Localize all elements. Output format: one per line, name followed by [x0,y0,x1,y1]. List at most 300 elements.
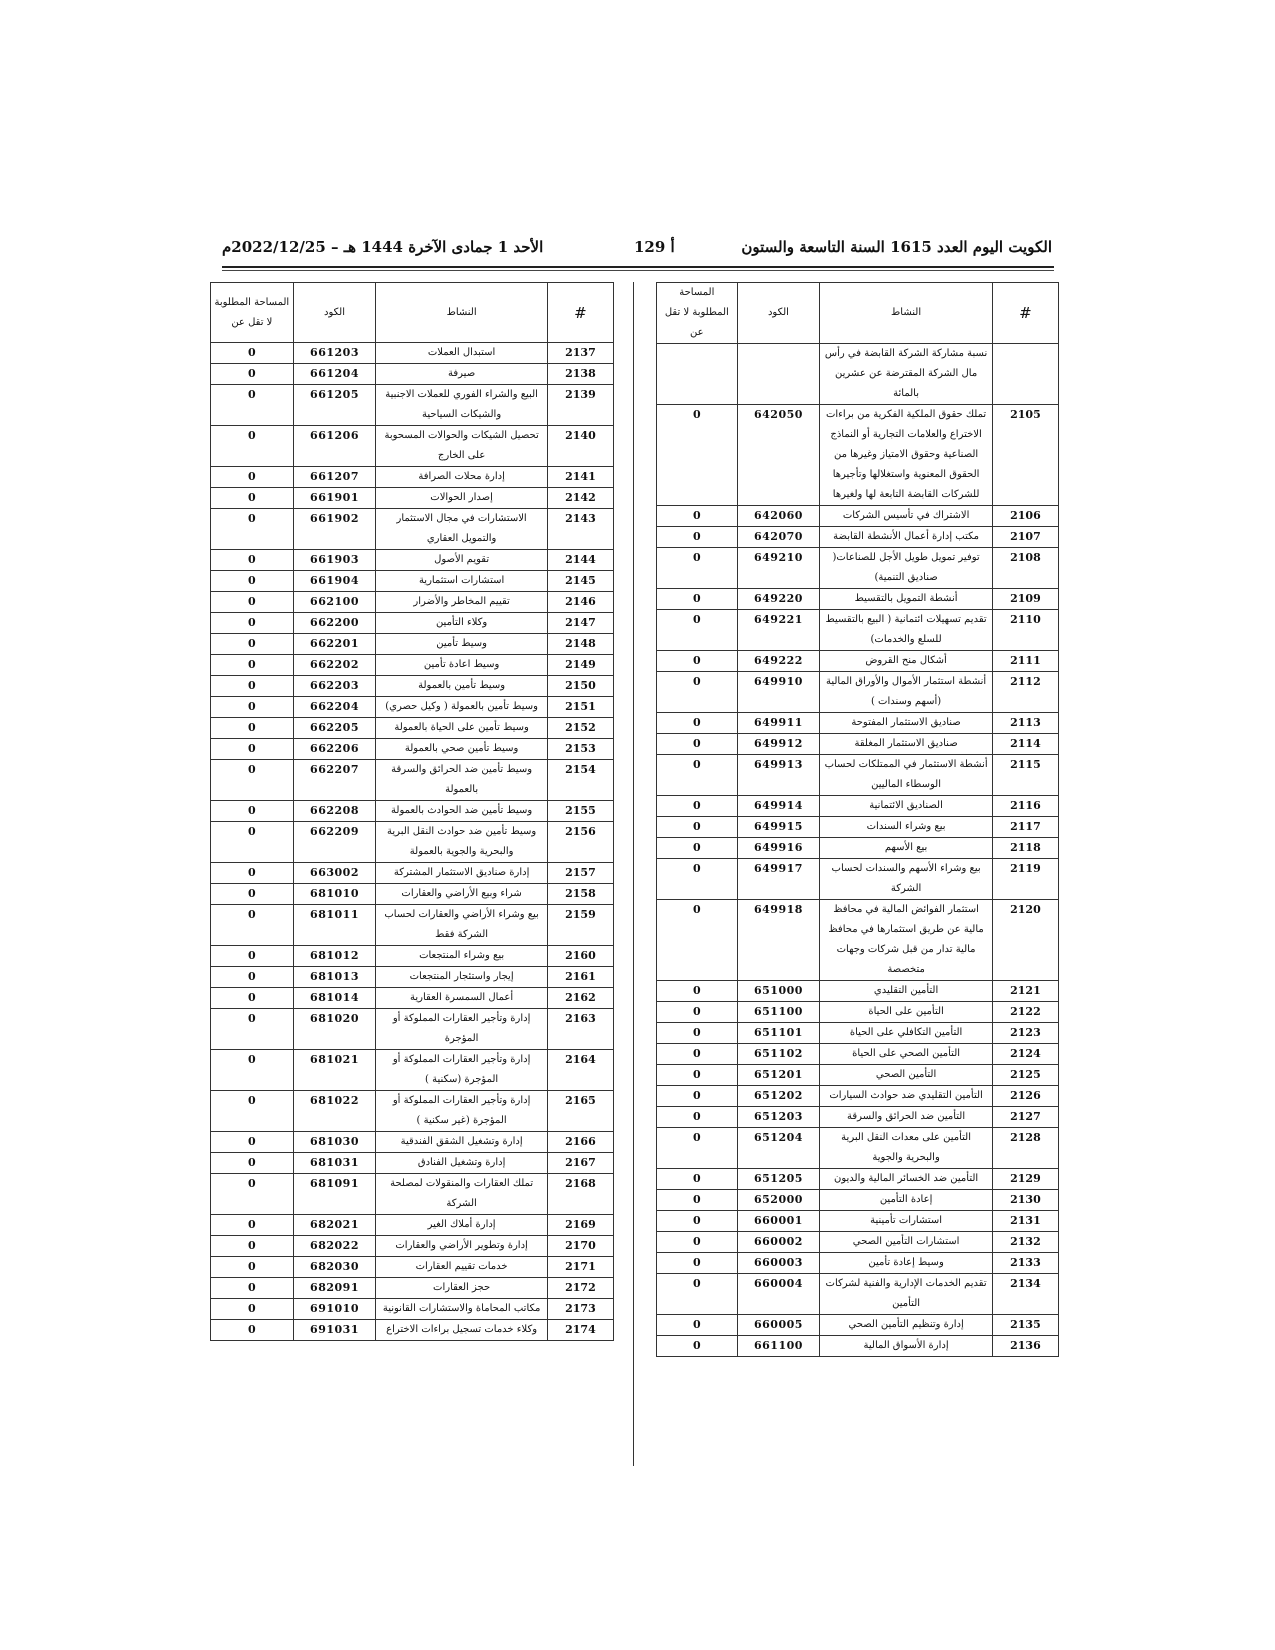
row-activity: أعمال السمسرة العقارية [376,988,548,1009]
row-code: 662207 [293,760,376,801]
row-area: 0 [211,822,294,863]
row-code: 642070 [737,527,820,548]
row-area: 0 [657,506,738,527]
row-activity: أشكال منح القروض [820,651,993,672]
row-code: 691010 [293,1299,376,1320]
row-area: 0 [211,592,294,613]
table-row [211,613,614,634]
col-code: الكود [737,283,820,344]
col-activity: النشاط [376,283,548,343]
row-activity: حجز العقارات [376,1278,548,1299]
row-area: 0 [657,1336,738,1357]
row-code: 649221 [737,610,820,651]
row-code: 651202 [737,1086,820,1107]
row-activity: وسيط تأمين على الحياة بالعمولة [376,718,548,739]
row-code: 651205 [737,1169,820,1190]
row-code: 681010 [293,884,376,905]
table-header-row [657,283,1059,344]
row-activity: تقديم الخدمات الإدارية والفنية لشركات التأمين [820,1274,993,1315]
col-activity: النشاط [820,283,993,344]
row-activity: تملك حقوق الملكية الفكرية من براءات الاختراع والعلامات التجارية أو النماذج الصناعية وحقوق الامتياز وغيرها من الحقوق المعنوية واستغلالها وتأجيرها للشركات القابضة التابعة لها ولغيرها [820,405,993,506]
row-area: 0 [211,509,294,550]
table-row [211,697,614,718]
row-number: 2109 [992,589,1058,610]
row-area: 0 [657,1190,738,1211]
activities-table-left [210,282,614,1341]
table-row [657,589,1059,610]
row-activity: إدارة وتأجير العقارات المملوكة أو المؤجرة [376,1009,548,1050]
row-code: 662206 [293,739,376,760]
row-activity: البيع والشراء الفوري للعملات الاجنبية والشيكات السياحية [376,385,548,426]
row-activity: إدارة أملاك الغير [376,1215,548,1236]
row-code: 651100 [737,1002,820,1023]
row-activity: إصدار الحوالات [376,488,548,509]
row-number: 2106 [992,506,1058,527]
row-activity: صناديق الاستثمار المفتوحة [820,713,993,734]
row-area: 0 [657,1128,738,1169]
row-code: 681011 [293,905,376,946]
row-code: 681091 [293,1174,376,1215]
row-number: 2149 [547,655,613,676]
row-activity: وسيط تأمين ضد الحوادث بالعمولة [376,801,548,822]
row-number: 2151 [547,697,613,718]
row-code: 691031 [293,1320,376,1341]
table-row [211,946,614,967]
row-activity: إدارة وتأجير العقارات المملوكة أو المؤجرة (سكنية ) [376,1050,548,1091]
row-activity: بيع الأسهم [820,838,993,859]
row-number: 2155 [547,801,613,822]
row-number: 2160 [547,946,613,967]
row-area: 0 [657,548,738,589]
row-code: 660001 [737,1211,820,1232]
row-number: 2126 [992,1086,1058,1107]
table-row [211,739,614,760]
row-code: 663002 [293,863,376,884]
table-row [657,548,1059,589]
row-code: 662200 [293,613,376,634]
row-area: 0 [657,527,738,548]
row-area: 0 [211,571,294,592]
col-area: المساحة المطلوبة لا تقل عن [657,283,738,344]
row-activity: التأمين الصحي [820,1065,993,1086]
row-activity: إدارة وتنظيم التأمين الصحي [820,1315,993,1336]
row-activity: إدارة صناديق الاستثمار المشتركة [376,863,548,884]
table-row [657,838,1059,859]
row-code: 649210 [737,548,820,589]
row-code: 661207 [293,467,376,488]
row-area: 0 [657,713,738,734]
row-area: 0 [211,1132,294,1153]
row-number: 2120 [992,900,1058,981]
table-row [211,634,614,655]
row-code: 681021 [293,1050,376,1091]
row-code: 649912 [737,734,820,755]
table-row [211,509,614,550]
table-row [211,467,614,488]
table-row [657,713,1059,734]
row-code: 651101 [737,1023,820,1044]
row-number: 2105 [992,405,1058,506]
row-number: 2152 [547,718,613,739]
row-number: 2125 [992,1065,1058,1086]
row-code: 681013 [293,967,376,988]
table-row [657,1128,1059,1169]
row-area: 0 [657,796,738,817]
row-area: 0 [211,946,294,967]
row-area: 0 [657,1253,738,1274]
row-area: 0 [657,1107,738,1128]
table-row [211,426,614,467]
row-number: 2153 [547,739,613,760]
row-area: 0 [211,718,294,739]
row-area: 0 [211,1236,294,1257]
table-row [657,1169,1059,1190]
table-row [657,817,1059,838]
table-row [211,550,614,571]
row-number: 2114 [992,734,1058,755]
table-row [657,1190,1059,1211]
table-row [211,1320,614,1341]
row-code: 661904 [293,571,376,592]
row-code: 661206 [293,426,376,467]
table-row [657,859,1059,900]
row-activity: خدمات تقييم العقارات [376,1257,548,1278]
row-activity: بيع وشراء الأسهم والسندات لحساب الشركة [820,859,993,900]
row-number: 2158 [547,884,613,905]
table-row [657,1107,1059,1128]
row-activity: بيع وشراء الأراضي والعقارات لحساب الشركة فقط [376,905,548,946]
row-area: 0 [211,1091,294,1132]
table-row [211,676,614,697]
row-number: 2122 [992,1002,1058,1023]
row-area: 0 [657,1044,738,1065]
row-area: 0 [211,655,294,676]
row-area: 0 [211,884,294,905]
row-number: 2140 [547,426,613,467]
row-code: 682091 [293,1278,376,1299]
row-area: 0 [657,589,738,610]
row-code: 651204 [737,1128,820,1169]
row-code: 649915 [737,817,820,838]
row-activity: التأمين ضد الحرائق والسرقة [820,1107,993,1128]
table-row [657,1065,1059,1086]
row-number: 2161 [547,967,613,988]
table-row [211,1236,614,1257]
row-activity: وسيط اعادة تأمين [376,655,548,676]
row-number: 2107 [992,527,1058,548]
row-number: 2162 [547,988,613,1009]
row-number: 2127 [992,1107,1058,1128]
table-row [211,1278,614,1299]
row-number: 2166 [547,1132,613,1153]
row-area: 0 [657,651,738,672]
row-number: 2132 [992,1232,1058,1253]
row-area: 0 [211,760,294,801]
table-row [657,1336,1059,1357]
row-area: 0 [211,739,294,760]
row-area: 0 [211,467,294,488]
table-row [211,1174,614,1215]
gazette-title: الكويت اليوم العدد 1615 السنة التاسعة والستون [741,238,1052,256]
row-area: 0 [211,488,294,509]
row-code: 661204 [293,364,376,385]
row-number: 2110 [992,610,1058,651]
row-number: 2115 [992,755,1058,796]
row-number: 2173 [547,1299,613,1320]
table-row [657,734,1059,755]
table-row [211,1009,614,1050]
row-activity: إعادة التأمين [820,1190,993,1211]
row-code: 662203 [293,676,376,697]
row-area: 0 [211,988,294,1009]
row-number: 2124 [992,1044,1058,1065]
row-area: 0 [211,1174,294,1215]
row-code: 662100 [293,592,376,613]
row-activity: وكلاء خدمات تسجيل براءات الاختراع [376,1320,548,1341]
issue-date: الأحد 1 جمادى الآخرة 1444 هـ – 2022/12/25م [222,238,544,256]
row-number: 2133 [992,1253,1058,1274]
row-area: 0 [657,734,738,755]
table-row [657,527,1059,548]
row-activity: توفير تمويل طويل الأجل للصناعات( صناديق التنمية) [820,548,993,589]
row-activity: تحصيل الشيكات والحوالات المسحوبة على الخارج [376,426,548,467]
row-activity: التأمين الصحي على الحياة [820,1044,993,1065]
row-code: 651201 [737,1065,820,1086]
table-row [657,755,1059,796]
table-body-right [657,344,1059,1357]
activities-table-right [656,282,1059,1357]
row-area: 0 [211,1320,294,1341]
row-number: 2157 [547,863,613,884]
row-number: 2113 [992,713,1058,734]
row-activity: وسيط إعادة تأمين [820,1253,993,1274]
row-activity: وسيط تأمين ضد الحرائق والسرقة بالعمولة [376,760,548,801]
table-row [211,718,614,739]
row-activity: أنشطة استثمار الأموال والأوراق المالية (أسهم وسندات ) [820,672,993,713]
table-row [657,405,1059,506]
row-area: 0 [657,817,738,838]
row-area: 0 [211,1299,294,1320]
row-code: 649914 [737,796,820,817]
table-row [211,884,614,905]
row-code: 662201 [293,634,376,655]
row-area: 0 [657,405,738,506]
table-row [211,488,614,509]
row-code: 662208 [293,801,376,822]
row-number: 2117 [992,817,1058,838]
row-number: 2130 [992,1190,1058,1211]
row-activity: استشارات تأمينية [820,1211,993,1232]
row-area: 0 [211,863,294,884]
table-row [211,1132,614,1153]
row-area: 0 [657,755,738,796]
row-number: 2123 [992,1023,1058,1044]
table-body-left [211,343,614,1341]
row-number: 2119 [992,859,1058,900]
row-number: 2174 [547,1320,613,1341]
row-number: 2169 [547,1215,613,1236]
row-activity: وكلاء التأمين [376,613,548,634]
row-activity: إدارة الأسواق المالية [820,1336,993,1357]
row-area: 0 [657,900,738,981]
table-row [657,506,1059,527]
row-activity: التأمين التقليدي [820,981,993,1002]
row-code: 649917 [737,859,820,900]
row-area: 0 [657,1169,738,1190]
row-code: 661902 [293,509,376,550]
row-number: 2159 [547,905,613,946]
row-code: 682022 [293,1236,376,1257]
row-number [992,344,1058,405]
row-area: 0 [211,634,294,655]
row-activity: التأمين على معدات النقل البرية والبحرية والجوية [820,1128,993,1169]
row-activity: إيجار واستئجار المنتجعات [376,967,548,988]
row-activity: التأمين على الحياة [820,1002,993,1023]
row-code: 660005 [737,1315,820,1336]
row-number: 2154 [547,760,613,801]
table-row [211,822,614,863]
table-row [211,905,614,946]
row-code: 652000 [737,1190,820,1211]
row-activity: بيع وشراء السندات [820,817,993,838]
row-activity: إدارة محلات الصرافة [376,467,548,488]
table-row [211,1215,614,1236]
row-activity: إدارة وتشغيل الشقق الفندقية [376,1132,548,1153]
row-number: 2167 [547,1153,613,1174]
row-number: 2135 [992,1315,1058,1336]
row-activity: الاستشارات في مجال الاستثمار والتمويل العقاري [376,509,548,550]
row-number: 2128 [992,1128,1058,1169]
row-area: 0 [211,676,294,697]
col-code: الكود [293,283,376,343]
row-area: 0 [657,1002,738,1023]
table-row [657,1211,1059,1232]
page-header [222,238,1052,266]
row-activity: وسيط تأمين بالعمولة [376,676,548,697]
row-number: 2142 [547,488,613,509]
table-row [657,1086,1059,1107]
table-row [657,1315,1059,1336]
row-number: 2112 [992,672,1058,713]
row-number: 2168 [547,1174,613,1215]
row-activity: إدارة وتشغيل الفنادق [376,1153,548,1174]
row-activity: تقويم الأصول [376,550,548,571]
table-row [211,655,614,676]
row-code: 661205 [293,385,376,426]
row-code: 649918 [737,900,820,981]
row-code: 642060 [737,506,820,527]
row-area: 0 [211,1009,294,1050]
row-activity: التأمين ضد الخسائر المالية والديون [820,1169,993,1190]
col-area: المساحة المطلوبة لا تقل عن [211,283,294,343]
page-number: أ 129 [634,238,675,256]
row-code: 649220 [737,589,820,610]
row-area: 0 [211,1215,294,1236]
row-area: 0 [657,1274,738,1315]
row-code: 662209 [293,822,376,863]
row-code: 660004 [737,1274,820,1315]
table-row [657,1023,1059,1044]
row-area: 0 [657,1023,738,1044]
table-row [211,1050,614,1091]
row-number: 2156 [547,822,613,863]
table-row [657,344,1059,405]
table-row [211,988,614,1009]
row-activity: استثمار الفوائض المالية في محافظ مالية عن طريق استثمارها في محافظ مالية تدار من قبل شركات وجهات متخصصة [820,900,993,981]
table-row [657,1044,1059,1065]
header-rule [222,266,1054,268]
table-row [657,610,1059,651]
table-row [211,801,614,822]
row-activity: إدارة وتطوير الأراضي والعقارات [376,1236,548,1257]
row-code: 661901 [293,488,376,509]
row-number: 2129 [992,1169,1058,1190]
row-code: 651203 [737,1107,820,1128]
row-number: 2138 [547,364,613,385]
row-code: 681012 [293,946,376,967]
row-area: 0 [211,343,294,364]
row-number: 2146 [547,592,613,613]
row-code: 649911 [737,713,820,734]
row-number: 2164 [547,1050,613,1091]
row-activity: استبدال العملات [376,343,548,364]
row-area: 0 [211,385,294,426]
row-code: 662202 [293,655,376,676]
row-activity: التأمين التكافلي على الحياة [820,1023,993,1044]
row-area: 0 [211,426,294,467]
row-number: 2165 [547,1091,613,1132]
row-activity: تملك العقارات والمنقولات لمصلحة الشركة [376,1174,548,1215]
row-number: 2134 [992,1274,1058,1315]
table-row [211,1299,614,1320]
table-row [657,1253,1059,1274]
table-row [211,364,614,385]
row-area: 0 [211,1050,294,1091]
row-number: 2108 [992,548,1058,589]
row-area: 0 [657,1315,738,1336]
row-number: 2118 [992,838,1058,859]
row-number: 2144 [547,550,613,571]
row-activity: أنشطة الاستثمار في الممتلكات لحساب الوسطاء الماليين [820,755,993,796]
row-number: 2136 [992,1336,1058,1357]
row-code: 649916 [737,838,820,859]
column-separator [633,282,634,1466]
row-code: 651102 [737,1044,820,1065]
row-activity: وسيط تأمين [376,634,548,655]
table-row [211,863,614,884]
row-number: 2111 [992,651,1058,672]
row-area: 0 [657,981,738,1002]
header-rule-thin [222,270,1054,271]
row-activity: وسيط تأمين ضد حوادث النقل البرية والبحرية والجوية بالعمولة [376,822,548,863]
row-area: 0 [211,1278,294,1299]
row-activity: استشارات استثمارية [376,571,548,592]
table-row [211,1153,614,1174]
table-row [211,967,614,988]
row-code: 642050 [737,405,820,506]
row-area: 0 [657,859,738,900]
table-row [211,1257,614,1278]
row-code: 649913 [737,755,820,796]
table-row [211,760,614,801]
row-activity: وسيط تأمين بالعمولة ( وكيل حصري) [376,697,548,718]
row-code: 681030 [293,1132,376,1153]
row-activity: استشارات التأمين الصحي [820,1232,993,1253]
row-number: 2131 [992,1211,1058,1232]
table-row [211,571,614,592]
table-row [211,385,614,426]
col-hash: # [992,283,1058,344]
